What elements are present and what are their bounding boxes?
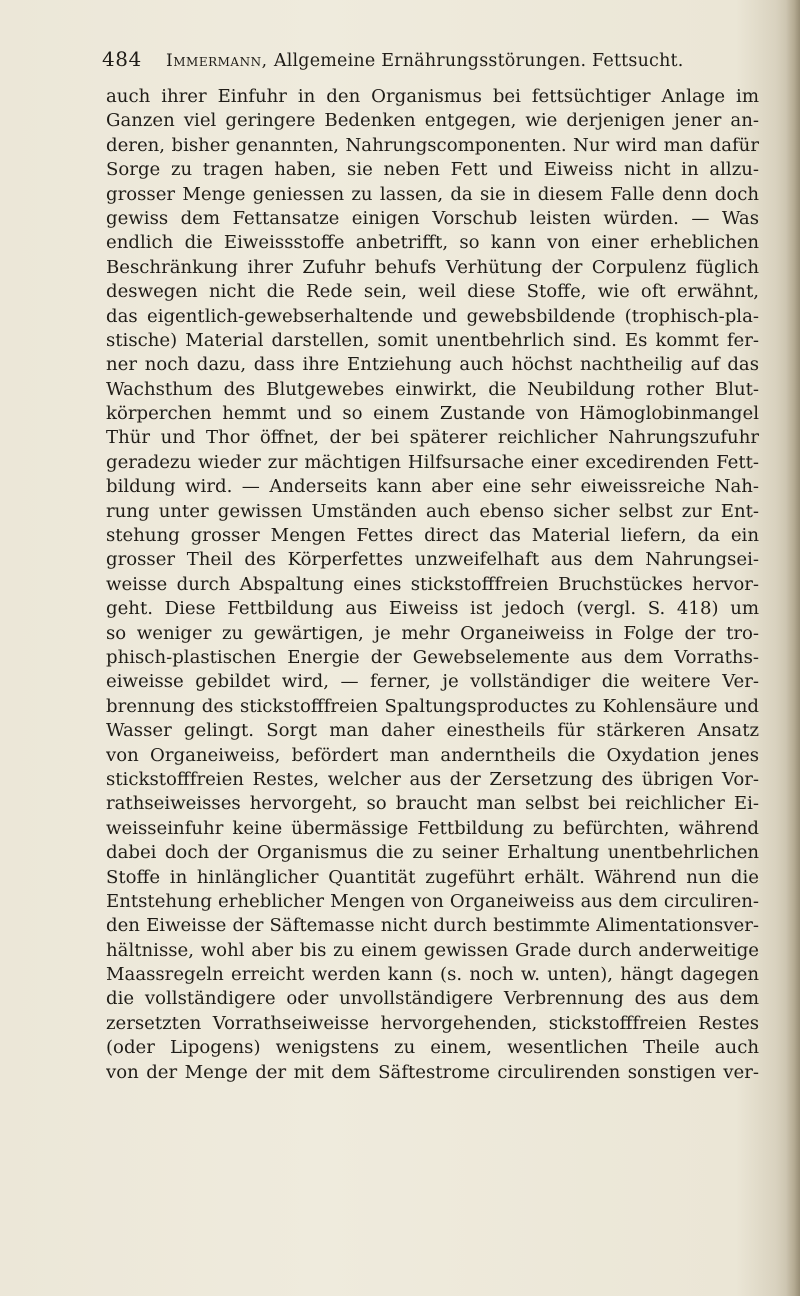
- text-line: rathseiweisses hervorgeht, so braucht man selbst bei reichlicher Ei-: [106, 793, 759, 815]
- text-line: Stoffe in hinlänglicher Quantität zugeführt erhält. Während nun die: [106, 866, 759, 888]
- text-line: weisseinfuhr keine übermässige Fettbildung zu befürchten, während: [106, 817, 759, 839]
- text-line: grosser Theil des Körperfettes unzweifelhaft aus dem Nahrungsei-: [106, 549, 759, 571]
- header-title: Allgemeine Ernährungsstörungen. Fettsucht.: [273, 51, 684, 71]
- body-text: [106, 85, 759, 1085]
- text-line: phisch-plastischen Energie der Gewebselemente aus dem Vorraths-: [106, 646, 759, 668]
- text-line: weisse durch Abspaltung eines stickstofffreien Bruchstückes hervor-: [106, 573, 759, 595]
- header-author: Immermann,: [166, 51, 268, 71]
- text-line: ner noch dazu, dass ihre Entziehung auch höchst nachtheilig auf das: [106, 354, 759, 376]
- text-line: hältnisse, wohl aber bis zu einem gewissen Grade durch anderweitige: [106, 939, 759, 961]
- text-line: auch ihrer Einfuhr in den Organismus bei fettsüchtiger Anlage im: [106, 86, 759, 107]
- text-line: Wasser gelingt. Sorgt man daher einestheils für stärkeren Ansatz: [106, 720, 759, 742]
- text-line: geht. Diese Fettbildung aus Eiweiss ist jedoch (vergl. S. 418) um: [106, 598, 759, 620]
- text-line: den Eiweisse der Säftemasse nicht durch bestimmte Alimentationsver-: [106, 915, 759, 937]
- text-line: dabei doch der Organismus die zu seiner Erhaltung unentbehrlichen: [106, 842, 759, 864]
- text-line: die vollständigere oder unvollständigere Verbrennung des aus dem: [106, 988, 759, 1010]
- text-line: von der Menge der mit dem Säftestrome circulirenden sonstigen ver-: [106, 1061, 759, 1083]
- text-line: Wachsthum des Blutgewebes einwirkt, die Neubildung rother Blut-: [106, 378, 759, 400]
- text-line: deswegen nicht die Rede sein, weil diese Stoffe, wie oft erwähnt,: [106, 281, 759, 303]
- text-line: rung unter gewissen Umständen auch ebenso sicher selbst zur Ent-: [106, 500, 759, 522]
- running-header: [102, 44, 762, 74]
- text-line: geradezu wieder zur mächtigen Hilfsursache einer excedirenden Fett-: [106, 451, 759, 473]
- text-line: Thür und Thor öffnet, der bei späterer reichlicher Nahrungszufuhr: [106, 427, 759, 449]
- text-line: gewiss dem Fettansatze einigen Vorschub leisten würden. — Was: [106, 207, 759, 229]
- text-line: Beschränkung ihrer Zufuhr behufs Verhütung der Corpulenz füglich: [106, 256, 759, 278]
- text-line: Maassregeln erreicht werden kann (s. noch w. unten), hängt dagegen: [106, 964, 759, 986]
- text-line: brennung des stickstofffreien Spaltungsproductes zu Kohlensäure und: [106, 695, 759, 717]
- text-line: so weniger zu gewärtigen, je mehr Organeiweiss in Folge der tro-: [106, 622, 759, 644]
- text-line: Sorge zu tragen haben, sie neben Fett und Eiweiss nicht in allzu-: [106, 159, 759, 181]
- text-line: stickstofffreien Restes, welcher aus der Zersetzung des übrigen Vor-: [106, 768, 759, 790]
- text-line: bildung wird. — Anderseits kann aber eine sehr eiweissreiche Nah-: [106, 476, 759, 498]
- text-line: von Organeiweiss, befördert man anderntheils die Oxydation jenes: [106, 744, 759, 766]
- text-line: grosser Menge geniessen zu lassen, da sie in diesem Falle denn doch: [106, 183, 759, 205]
- text-line: körperchen hemmt und so einem Zustande von Hämoglobinmangel: [106, 403, 759, 425]
- text-line: zersetzten Vorrathseiweisse hervorgehenden, stickstofffreien Restes: [106, 1012, 759, 1034]
- text-line: Entstehung erheblicher Mengen von Organeiweiss aus dem circuliren-: [106, 890, 759, 912]
- text-line: stehung grosser Mengen Fettes direct das Material liefern, da ein: [106, 525, 759, 547]
- text-line: Ganzen viel geringere Bedenken entgegen, wie derjenigen jener an-: [106, 110, 759, 132]
- text-line: das eigentlich-gewebserhaltende und gewebsbildende (trophisch-pla-: [106, 305, 759, 327]
- text-line: eiweisse gebildet wird, — ferner, je vollständiger die weitere Ver-: [106, 671, 759, 693]
- text-line: stische) Material darstellen, somit unentbehrlich sind. Es kommt fer-: [106, 329, 759, 351]
- text-line: (oder Lipogens) wenigstens zu einem, wesentlichen Theile auch: [106, 1037, 759, 1059]
- text-line: endlich die Eiweissstoffe anbetrifft, so kann von einer erheblichen: [106, 232, 759, 254]
- page-edge-shadow: [786, 0, 800, 1296]
- page-number: 484: [102, 47, 142, 71]
- text-line: deren, bisher genannten, Nahrungscomponenten. Nur wird man dafür: [106, 134, 759, 156]
